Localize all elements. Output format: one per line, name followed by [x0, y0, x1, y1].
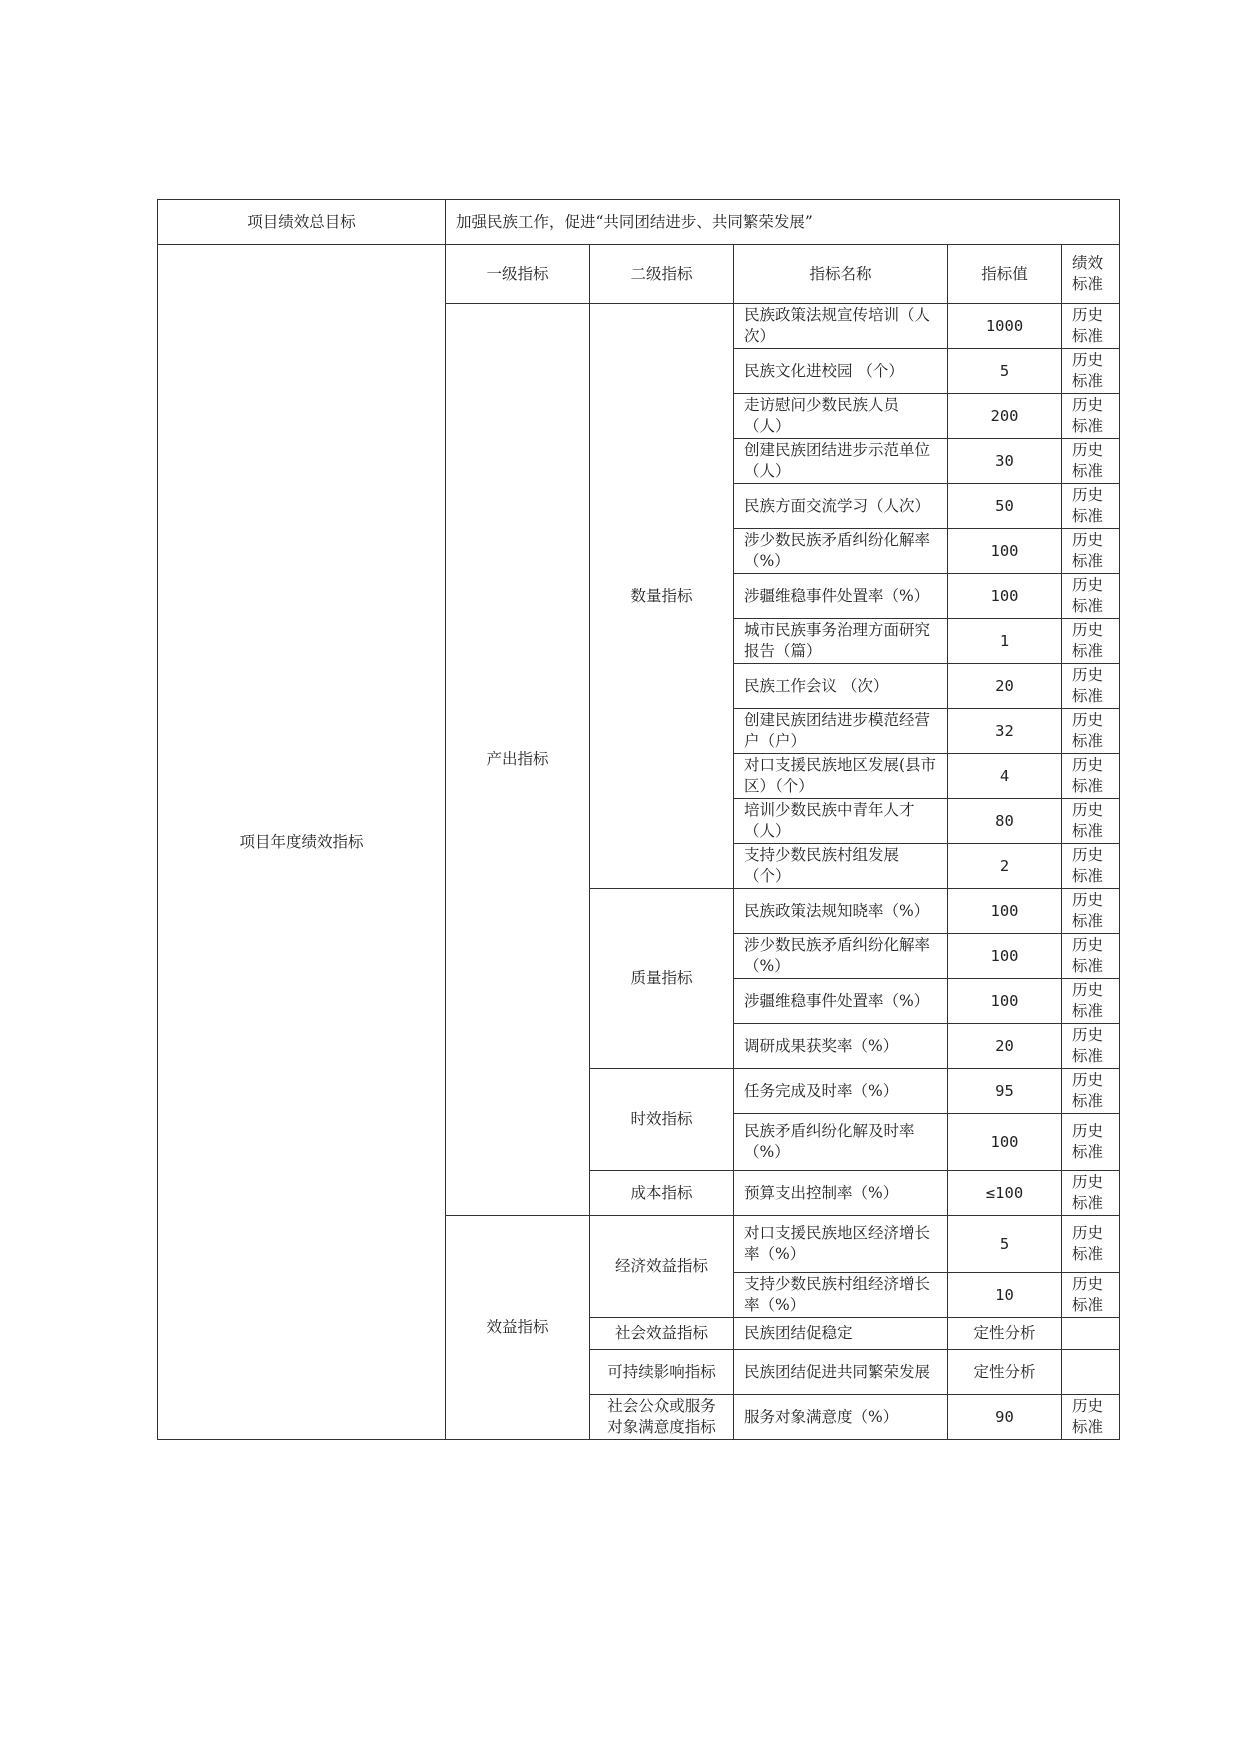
indicator-name: 涉少数民族矛盾纠纷化解率（%）	[734, 934, 948, 979]
indicator-standard: 历史标准	[1062, 439, 1120, 484]
indicator-name: 民族团结促稳定	[734, 1318, 948, 1350]
indicator-standard: 历史标准	[1062, 1069, 1120, 1114]
indicator-name: 支持少数民族村组经济增长率（%）	[734, 1273, 948, 1318]
subgroup-satisfaction: 社会公众或服务对象满意度指标	[590, 1395, 734, 1440]
indicator-name: 预算支出控制率（%）	[734, 1171, 948, 1216]
subgroup-timeliness: 时效指标	[590, 1069, 734, 1171]
indicator-standard: 历史标准	[1062, 1216, 1120, 1273]
indicator-standard: 历史标准	[1062, 619, 1120, 664]
indicator-value: 2	[948, 844, 1062, 889]
performance-table	[157, 199, 1120, 1440]
indicator-value: 5	[948, 1216, 1062, 1273]
indicator-value: 32	[948, 709, 1062, 754]
indicator-value: 1000	[948, 304, 1062, 349]
indicator-value: 30	[948, 439, 1062, 484]
indicator-standard: 历史标准	[1062, 574, 1120, 619]
indicator-value: 1	[948, 619, 1062, 664]
indicator-standard: 历史标准	[1062, 1024, 1120, 1069]
indicator-standard	[1062, 1318, 1120, 1350]
indicator-name: 民族文化进校园 （个）	[734, 349, 948, 394]
indicator-standard: 历史标准	[1062, 889, 1120, 934]
subgroup-economic: 经济效益指标	[590, 1216, 734, 1318]
indicator-value: 100	[948, 529, 1062, 574]
indicator-standard	[1062, 1350, 1120, 1395]
subgroup-sustainable: 可持续影响指标	[590, 1350, 734, 1395]
indicator-standard: 历史标准	[1062, 349, 1120, 394]
goal-row	[158, 200, 1120, 245]
subgroup-quality: 质量指标	[590, 889, 734, 1069]
indicator-name: 支持少数民族村组发展（个）	[734, 844, 948, 889]
indicator-value: 100	[948, 1114, 1062, 1171]
indicator-value: 80	[948, 799, 1062, 844]
indicator-name: 民族工作会议 （次）	[734, 664, 948, 709]
indicator-value: 定性分析	[948, 1318, 1062, 1350]
subgroup-quantity: 数量指标	[590, 304, 734, 889]
indicator-standard: 历史标准	[1062, 1171, 1120, 1216]
indicator-name: 调研成果获奖率（%）	[734, 1024, 948, 1069]
indicator-name: 创建民族团结进步示范单位 （人）	[734, 439, 948, 484]
indicator-standard: 历史标准	[1062, 1395, 1120, 1440]
header-standard: 绩效标准	[1062, 245, 1120, 304]
indicator-standard: 历史标准	[1062, 1273, 1120, 1318]
indicator-value: 100	[948, 889, 1062, 934]
indicator-standard: 历史标准	[1062, 484, 1120, 529]
header-row	[158, 245, 1120, 304]
subgroup-cost: 成本指标	[590, 1171, 734, 1216]
indicator-standard: 历史标准	[1062, 529, 1120, 574]
indicator-standard: 历史标准	[1062, 934, 1120, 979]
indicator-standard: 历史标准	[1062, 754, 1120, 799]
indicator-standard: 历史标准	[1062, 1114, 1120, 1171]
indicator-name: 创建民族团结进步模范经营户（户）	[734, 709, 948, 754]
indicator-standard: 历史标准	[1062, 979, 1120, 1024]
indicator-value: 定性分析	[948, 1350, 1062, 1395]
indicator-name: 任务完成及时率（%）	[734, 1069, 948, 1114]
goal-label: 项目绩效总目标	[158, 200, 446, 245]
indicator-value: ≤100	[948, 1171, 1062, 1216]
indicator-name: 涉少数民族矛盾纠纷化解率（%）	[734, 529, 948, 574]
indicator-name: 服务对象满意度（%）	[734, 1395, 948, 1440]
indicator-value: 5	[948, 349, 1062, 394]
indicator-standard: 历史标准	[1062, 304, 1120, 349]
indicator-name: 培训少数民族中青年人才（人）	[734, 799, 948, 844]
group-output: 产出指标	[446, 304, 590, 1216]
goal-text: 加强民族工作，促进“共同团结进步、共同繁荣发展”	[446, 200, 1120, 245]
indicator-value: 10	[948, 1273, 1062, 1318]
header-name: 指标名称	[734, 245, 948, 304]
header-level2: 二级指标	[590, 245, 734, 304]
indicator-name: 城市民族事务治理方面研究报告（篇）	[734, 619, 948, 664]
indicator-name: 民族矛盾纠纷化解及时率（%）	[734, 1114, 948, 1171]
subgroup-social: 社会效益指标	[590, 1318, 734, 1350]
indicator-value: 200	[948, 394, 1062, 439]
indicator-value: 100	[948, 934, 1062, 979]
indicator-name: 民族政策法规知晓率（%）	[734, 889, 948, 934]
indicator-standard: 历史标准	[1062, 709, 1120, 754]
indicator-standard: 历史标准	[1062, 394, 1120, 439]
group-benefit: 效益指标	[446, 1216, 590, 1440]
indicator-value: 95	[948, 1069, 1062, 1114]
indicator-standard: 历史标准	[1062, 844, 1120, 889]
indicator-value: 90	[948, 1395, 1062, 1440]
annual-label: 项目年度绩效指标	[158, 245, 446, 1440]
indicator-name: 民族团结促进共同繁荣发展	[734, 1350, 948, 1395]
indicator-name: 民族方面交流学习（人次）	[734, 484, 948, 529]
indicator-standard: 历史标准	[1062, 799, 1120, 844]
indicator-name: 涉疆维稳事件处置率（%）	[734, 979, 948, 1024]
indicator-name: 民族政策法规宣传培训（人次）	[734, 304, 948, 349]
indicator-standard: 历史标准	[1062, 664, 1120, 709]
header-value: 指标值	[948, 245, 1062, 304]
indicator-value: 100	[948, 574, 1062, 619]
indicator-value: 4	[948, 754, 1062, 799]
indicator-value: 20	[948, 1024, 1062, 1069]
indicator-value: 50	[948, 484, 1062, 529]
indicator-value: 20	[948, 664, 1062, 709]
header-level1: 一级指标	[446, 245, 590, 304]
indicator-name: 涉疆维稳事件处置率（%）	[734, 574, 948, 619]
indicator-name: 对口支援民族地区经济增长率（%）	[734, 1216, 948, 1273]
indicator-name: 对口支援民族地区发展(县市区）（个）	[734, 754, 948, 799]
indicator-name: 走访慰问少数民族人员（人）	[734, 394, 948, 439]
indicator-value: 100	[948, 979, 1062, 1024]
